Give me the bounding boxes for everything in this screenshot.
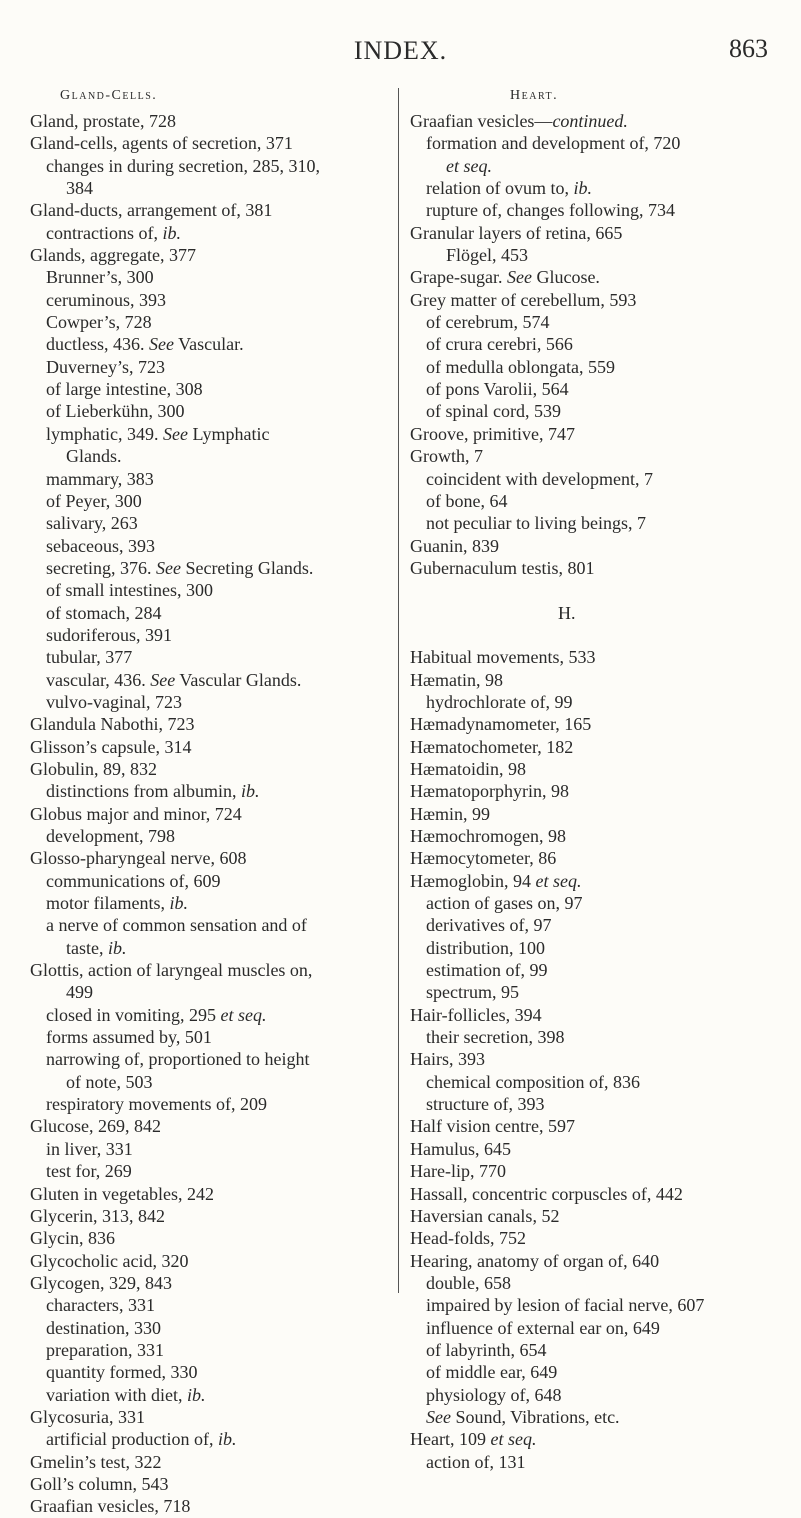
index-entry: Head-folds, 752 [410, 1228, 526, 1249]
index-entry: Gland, prostate, 728 [30, 111, 176, 131]
index-entry: of note, 503 [66, 1071, 153, 1092]
index-entry: Gluten in vegetables, 242 [30, 1183, 214, 1204]
index-entry: vulvo-vaginal, 723 [46, 691, 182, 712]
index-entry: Groove, primitive, 747 [410, 423, 575, 444]
index-entry: chemical composition of, 836 [426, 1071, 640, 1092]
index-entry: See Sound, Vibrations, etc. [426, 1406, 620, 1427]
index-entry: lymphatic, 349. See Lymphatic [46, 423, 270, 444]
index-entry: mammary, 383 [46, 468, 154, 489]
section-letter: H. [558, 602, 576, 623]
index-entry: Hæmatoidin, 98 [410, 758, 526, 779]
index-entry: quantity formed, 330 [46, 1362, 198, 1383]
index-entry: Hæmatochometer, 182 [410, 736, 574, 757]
index-entry: closed in vomiting, 295 et seq. [46, 1004, 267, 1025]
index-entry: Glycogen, 329, 843 [30, 1272, 172, 1293]
page-number: 863 [729, 34, 768, 63]
index-entry: forms assumed by, 501 [46, 1027, 212, 1048]
index-entry: distinctions from albumin, ib. [46, 781, 260, 802]
index-entry: Hair-follicles, 394 [410, 1004, 542, 1025]
index-entry [410, 624, 790, 646]
index-entry: Gland-cells, agents of secretion, 371 [30, 133, 293, 154]
index-entry: variation with diet, ib. [46, 1384, 206, 1405]
index-entry: rupture of, changes following, 734 [426, 200, 675, 221]
index-entry: Graafian vesicles—continued. [410, 111, 628, 131]
left-running-head: Gland-Cells. [60, 88, 158, 103]
index-entry: changes in during secretion, 285, 310, [46, 155, 320, 176]
index-entry: of pons Varolii, 564 [426, 379, 569, 400]
index-entry: derivatives of, 97 [426, 915, 552, 936]
index-entry: artificial production of, ib. [46, 1429, 237, 1450]
index-entry: taste, ib. [66, 937, 127, 958]
index-entry: Glottis, action of laryngeal muscles on, [30, 960, 313, 981]
index-entry: Gmelin’s test, 322 [30, 1451, 162, 1472]
index-entry: of large intestine, 308 [46, 379, 203, 400]
index-entry: Grape-sugar. See Glucose. [410, 267, 600, 288]
index-entry: narrowing of, proportioned to height [46, 1049, 310, 1070]
index-entry: Glisson’s capsule, 314 [30, 736, 192, 757]
index-entry: Glandula Nabothi, 723 [30, 714, 195, 735]
index-entry: Granular layers of retina, 665 [410, 222, 623, 243]
index-entry: of labyrinth, 654 [426, 1339, 547, 1360]
index-entry: action of, 131 [426, 1451, 526, 1472]
page-title: INDEX. [353, 36, 448, 65]
index-entry: formation and development of, 720 [426, 133, 681, 154]
index-entry: Grey matter of cerebellum, 593 [410, 289, 637, 310]
index-entry: vascular, 436. See Vascular Glands. [46, 669, 302, 690]
index-entry: contractions of, ib. [46, 222, 181, 243]
index-entry: of Lieberkühn, 300 [46, 401, 185, 422]
right-running-head: Heart. [510, 88, 559, 103]
right-column [410, 110, 790, 1473]
index-entry: of Peyer, 300 [46, 490, 142, 511]
index-entry: of middle ear, 649 [426, 1362, 558, 1383]
index-entry: Glycerin, 313, 842 [30, 1205, 165, 1226]
index-entry: spectrum, 95 [426, 982, 519, 1003]
index-entry: 384 [66, 178, 93, 199]
index-entry: Heart, 109 et seq. [410, 1429, 537, 1450]
index-entry: Globus major and minor, 724 [30, 803, 242, 824]
index-entry: estimation of, 99 [426, 960, 548, 981]
index-entry: Hæmatin, 98 [410, 669, 503, 690]
index-entry: of small intestines, 300 [46, 580, 213, 601]
index-entry: Hæmochromogen, 98 [410, 826, 566, 846]
index-entry: of bone, 64 [426, 490, 508, 511]
index-entry: relation of ovum to, ib. [426, 178, 592, 199]
index-entry: Hæmoglobin, 94 et seq. [410, 870, 582, 891]
index-entry: a nerve of common sensation and of [46, 915, 307, 936]
index-entry: Glands, aggregate, 377 [30, 245, 196, 266]
left-column [30, 110, 390, 1518]
index-entry: Glycosuria, 331 [30, 1406, 145, 1427]
index-entry [410, 579, 790, 601]
index-entry: Habitual movements, 533 [410, 647, 596, 668]
index-entry: Hæmatoporphyrin, 98 [410, 781, 569, 802]
index-entry: development, 798 [46, 826, 175, 846]
index-entry: distribution, 100 [426, 937, 546, 958]
index-entry: sudoriferous, 391 [46, 624, 172, 645]
index-entry: respiratory movements of, 209 [46, 1094, 267, 1115]
index-entry: Hamulus, 645 [410, 1138, 511, 1159]
index-entry: double, 658 [426, 1272, 511, 1293]
index-entry: motor filaments, ib. [46, 893, 188, 914]
index-entry: their secretion, 398 [426, 1027, 565, 1048]
index-entry: Glosso-pharyngeal nerve, 608 [30, 848, 247, 869]
index-entry: destination, 330 [46, 1317, 161, 1338]
index-entry: communications of, 609 [46, 870, 221, 891]
index-entry: Gland-ducts, arrangement of, 381 [30, 200, 273, 221]
index-entry: not peculiar to living beings, 7 [426, 513, 646, 534]
index-entry: 499 [66, 982, 93, 1003]
index-entry: Graafian vesicles, 718 [30, 1496, 191, 1517]
index-entry: Duverney’s, 723 [46, 356, 165, 377]
index-entry: ceruminous, 393 [46, 289, 166, 310]
index-entry: physiology of, 648 [426, 1384, 562, 1405]
index-entry: Hassall, concentric corpuscles of, 442 [410, 1183, 683, 1204]
index-entry: Globulin, 89, 832 [30, 758, 158, 779]
index-entry: of stomach, 284 [46, 602, 162, 623]
index-entry: Half vision centre, 597 [410, 1116, 575, 1137]
index-entry: influence of external ear on, 649 [426, 1317, 660, 1338]
index-entry: Gubernaculum testis, 801 [410, 557, 595, 578]
index-entry: Cowper’s, 728 [46, 312, 152, 333]
index-entry: Hæmin, 99 [410, 803, 491, 824]
index-entry: Glycocholic acid, 320 [30, 1250, 189, 1271]
index-entry: of cerebrum, 574 [426, 312, 550, 333]
index-entry: secreting, 376. See Secreting Glands. [46, 557, 314, 578]
index-entry: coincident with development, 7 [426, 468, 653, 489]
index-entry: action of gases on, 97 [426, 893, 583, 914]
index-entry: ductless, 436. See Vascular. [46, 334, 244, 355]
index-entry: Glands. [66, 446, 122, 467]
index-entry: Hare-lip, 770 [410, 1161, 506, 1182]
index-entry: structure of, 393 [426, 1094, 545, 1115]
index-entry: Glucose, 269, 842 [30, 1116, 161, 1137]
index-entry: of medulla oblongata, 559 [426, 356, 615, 377]
index-entry: hydrochlorate of, 99 [426, 691, 573, 712]
index-entry: Goll’s column, 543 [30, 1473, 169, 1494]
index-entry: Growth, 7 [410, 446, 483, 467]
index-entry: Hæmadynamometer, 165 [410, 714, 592, 735]
index-entry: impaired by lesion of facial nerve, 607 [426, 1295, 705, 1316]
index-entry: Hearing, anatomy of organ of, 640 [410, 1250, 660, 1271]
index-entry: test for, 269 [46, 1161, 132, 1182]
index-entry: preparation, 331 [46, 1339, 164, 1360]
index-entry: Flögel, 453 [446, 245, 529, 266]
index-entry: Hairs, 393 [410, 1049, 485, 1070]
index-entry: tubular, 377 [46, 647, 133, 668]
index-entry: Glycin, 836 [30, 1228, 115, 1249]
column-divider [398, 88, 399, 1293]
index-entry: et seq. [446, 155, 492, 176]
index-entry: of spinal cord, 539 [426, 401, 561, 422]
index-entry: characters, 331 [46, 1295, 155, 1316]
index-entry: Hæmocytometer, 86 [410, 848, 557, 869]
index-entry: sebaceous, 393 [46, 535, 155, 556]
index-entry: salivary, 263 [46, 513, 138, 534]
index-entry: Brunner’s, 300 [46, 267, 154, 288]
index-entry: Guanin, 839 [410, 535, 499, 556]
index-entry: of crura cerebri, 566 [426, 334, 573, 355]
index-entry: Haversian canals, 52 [410, 1205, 560, 1226]
index-entry: in liver, 331 [46, 1138, 133, 1159]
